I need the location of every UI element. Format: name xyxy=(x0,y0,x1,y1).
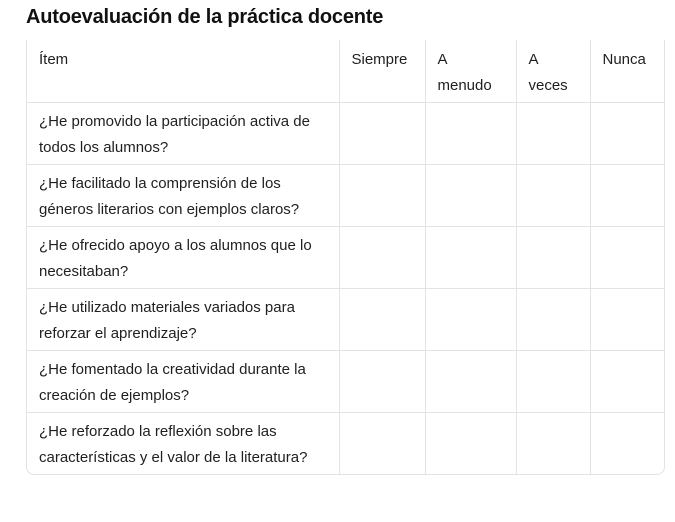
rating-cell-nunca[interactable] xyxy=(590,413,664,475)
table-row xyxy=(27,289,664,351)
item-text: ¿He fomentado la creatividad durante la creación de ejemplos? xyxy=(39,361,306,404)
column-header-label: A menudo xyxy=(437,51,492,94)
rating-cell-siempre[interactable] xyxy=(339,413,425,475)
item-cell xyxy=(27,289,339,351)
table-row xyxy=(27,351,664,413)
rating-cell-a-menudo[interactable] xyxy=(425,227,516,289)
rating-cell-nunca[interactable] xyxy=(590,289,664,351)
item-text: ¿He reforzado la reflexión sobre las características y el valor de la literatura? xyxy=(39,423,308,466)
column-header-label: A veces xyxy=(528,51,568,94)
column-header-label: Ítem xyxy=(39,51,69,68)
column-header-item xyxy=(27,40,339,103)
rating-cell-siempre[interactable] xyxy=(339,103,425,165)
item-cell xyxy=(27,351,339,413)
item-cell xyxy=(27,103,339,165)
rating-cell-siempre[interactable] xyxy=(339,289,425,351)
rating-cell-a-veces[interactable] xyxy=(516,289,590,351)
rating-cell-nunca[interactable] xyxy=(590,165,664,227)
rating-cell-a-veces[interactable] xyxy=(516,351,590,413)
item-text: ¿He utilizado materiales variados para reforzar el aprendizaje? xyxy=(39,299,295,342)
column-header-a-menudo xyxy=(425,40,516,103)
column-header-label: Nunca xyxy=(602,51,646,68)
table-row xyxy=(27,227,664,289)
rating-cell-a-veces[interactable] xyxy=(516,413,590,475)
rating-cell-nunca[interactable] xyxy=(590,103,664,165)
page-title: Autoevaluación de la práctica docente xyxy=(26,6,384,28)
table-row xyxy=(27,413,664,475)
column-header-nunca xyxy=(590,40,664,103)
rating-cell-a-veces[interactable] xyxy=(516,103,590,165)
rating-cell-a-veces[interactable] xyxy=(516,227,590,289)
evaluation-table xyxy=(27,40,664,474)
table-row xyxy=(27,103,664,165)
rating-cell-a-veces[interactable] xyxy=(516,165,590,227)
rating-cell-a-menudo[interactable] xyxy=(425,165,516,227)
table-header-row xyxy=(27,40,664,103)
column-header-label: Siempre xyxy=(351,51,408,68)
item-cell xyxy=(27,227,339,289)
rating-cell-a-menudo[interactable] xyxy=(425,413,516,475)
rating-cell-a-menudo[interactable] xyxy=(425,103,516,165)
rating-cell-a-menudo[interactable] xyxy=(425,351,516,413)
rating-cell-a-menudo[interactable] xyxy=(425,289,516,351)
rating-cell-siempre[interactable] xyxy=(339,165,425,227)
rating-cell-siempre[interactable] xyxy=(339,227,425,289)
evaluation-table-container xyxy=(26,40,665,475)
rating-cell-siempre[interactable] xyxy=(339,351,425,413)
item-cell xyxy=(27,413,339,475)
column-header-siempre xyxy=(339,40,425,103)
item-cell xyxy=(27,165,339,227)
rating-cell-nunca[interactable] xyxy=(590,351,664,413)
column-header-a-veces xyxy=(516,40,590,103)
table-row xyxy=(27,165,664,227)
item-text: ¿He ofrecido apoyo a los alumnos que lo necesitaban? xyxy=(39,237,312,280)
item-text: ¿He facilitado la comprensión de los géneros literarios con ejemplos claros? xyxy=(39,175,300,218)
rating-cell-nunca[interactable] xyxy=(590,227,664,289)
item-text: ¿He promovido la participación activa de todos los alumnos? xyxy=(39,113,310,156)
